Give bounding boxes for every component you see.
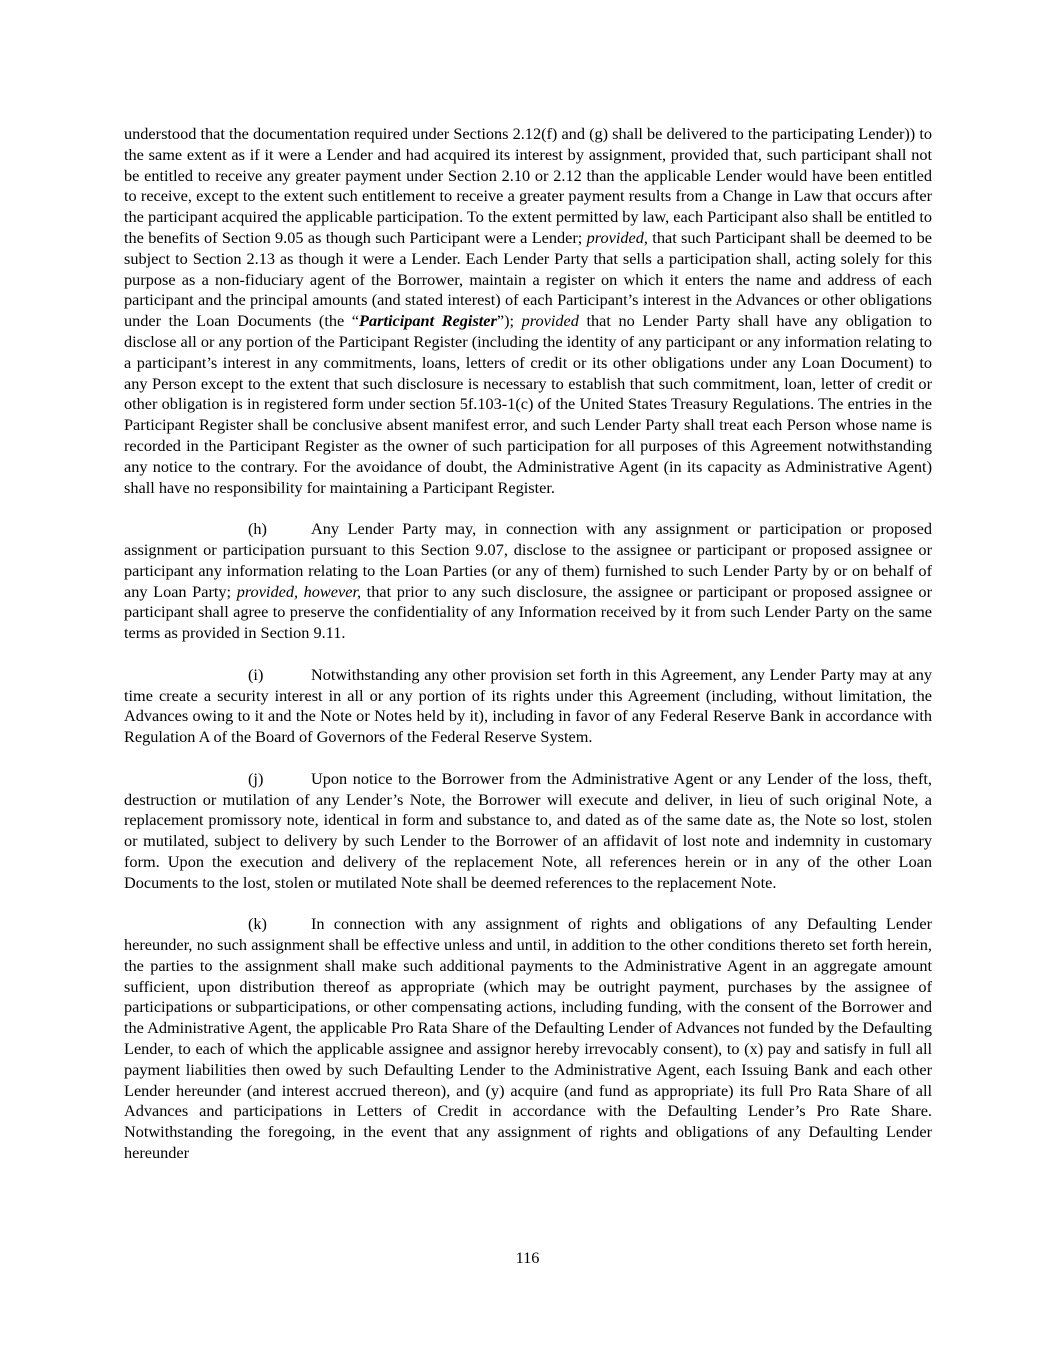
paragraph-g-continuation bbox=[124, 124, 932, 498]
defined-term-participant-register: Participant Register bbox=[359, 311, 497, 331]
text-run: ”); bbox=[496, 311, 522, 331]
text-run: that no Lender Party shall have any obligation to disclose all or any portion of the Participant Register (including the identity of any participant or any information relating to a participant’s interest in any commitments, loans, letters of credit or its other obligations under any Loan Document) to any Person except to the extent that such disclosure is necessary to establish that such commitment, loan, letter of credit or other obligation is in registered form under section 5f.103-1(c) of the United States Treasury Regulations. The entries in the Participant Register shall be conclusive absent manifest error, and such Lender Party shall treat each Person whose name is recorded in the Participant Register as the owner of such participation for all purposes of this Agreement notwithstanding any notice to the contrary. For the avoidance of doubt, the Administrative Agent (in its capacity as Administrative Agent) shall have no responsibility for maintaining a Participant Register. bbox=[124, 311, 933, 497]
text-run: Any Lender Party may, in connection with any assignment or participation or proposed assignment or participation pursuant to this Section 9.07, disclose to the assignee or participant or proposed assignee or participant any information relating to the Loan Parties (or any of them) furnished to such Lender Party by or on behalf of any Loan Party; bbox=[124, 519, 932, 601]
text-run: Upon notice to the Borrower from the Administrative Agent or any Lender of the loss, theft, destruction or mutilation of any Lender’s Note, the Borrower will execute and deliver, in lieu of such original Note, a replacement promissory note, identical in form and substance to, and dated as of the same date as, the Note so lost, stolen or mutilated, subject to delivery by such Lender to the Borrower of an affidavit of lost note and indemnity in customary form. Upon the execution and delivery of the replacement Note, all references herein or in any of the other Loan Documents to the lost, stolen or mutilated Note shall be deemed references to the replacement Note. bbox=[124, 768, 932, 892]
paragraph-k bbox=[124, 914, 932, 1164]
paragraph-h bbox=[124, 519, 932, 644]
text-run: In connection with any assignment of rights and obligations of any Defaulting Lender hereunder, no such assignment shall be effective unless and until, in addition to the other conditions thereto set forth herein, the parties to the assignment shall make such additional payments to the Administrative Agent in an aggregate amount sufficient, upon distribution thereof as appropriate (which may be outright payment, purchases by the assignee of participations or subparticipations, or other compensating actions, including funding, with the consent of the Borrower and the Administrative Agent, the applicable Pro Rata Share of the Defaulting Lender of Advances not funded by the Defaulting Lender, to each of which the applicable assignee and assignor hereby irrevocably consent), to (x) pay and satisfy in full all payment liabilities then owed by such Defaulting Lender to the Administrative Agent, each Issuing Bank and each other Lender hereunder (and interest accrued thereon), and (y) acquire (and fund as appropriate) its full Pro Rata Share of all Advances and participations in Letters of Credit in accordance with the Defaulting Lender’s Pro Rate Share. Notwithstanding the foregoing, in the event that any assignment of rights and obligations of any Defaulting Lender hereunder bbox=[124, 914, 932, 1163]
paragraph-label-i: (i) bbox=[248, 664, 264, 684]
document-page bbox=[124, 124, 932, 1185]
paragraph-i bbox=[124, 665, 932, 748]
paragraph-label-h: (h) bbox=[248, 519, 267, 539]
text-run: that prior to any such disclosure, the assignee or participant or proposed assignee or participant shall agree to preserve the confidentiality of any Information received by it from such Lender Party on the same terms as provided in Section 9.11. bbox=[124, 581, 932, 643]
page-number: 116 bbox=[515, 1248, 540, 1267]
paragraph-label-k: (k) bbox=[248, 914, 267, 934]
paragraph-j bbox=[124, 769, 932, 894]
italic-provided: provided bbox=[521, 311, 579, 331]
text-run: , that such Participant shall be deemed to be subject to Section 2.13 as though it were a Lender. Each Lender Party that sells a participation shall, acting solely for this purpose as a non-fiduciary agent of the Borrower, maintain a register on which it enters the name and address of each participant and the principal amounts (and stated interest) of each Participant’s interest in the Advances or other obligations under the Loan Documents (the “ bbox=[124, 227, 932, 331]
text-run: Notwithstanding any other provision set forth in this Agreement, any Lender Party may at any time create a security interest in all or any portion of its rights under this Agreement (including, without limitation, the Advances owing to it and the Note or Notes held by it), including in favor of any Federal Reserve Bank in accordance with Regulation A of the Board of Governors of the Federal Reserve System. bbox=[124, 664, 932, 747]
paragraph-label-j: (j) bbox=[248, 768, 264, 788]
text-run: understood that the documentation required under Sections 2.12(f) and (g) shall be delivered to the participating Lender)) to the same extent as if it were a Lender and had acquired its interest by assignment, provided that, such participant shall not be entitled to receive any greater payment under Section 2.10 or 2.12 than the applicable Lender would have been entitled to receive, except to the extent such entitlement to receive a greater payment results from a Change in Law that occurs after the participant acquired the applicable participation. To the extent permitted by law, each Participant also shall be entitled to the benefits of Section 9.05 as though such Participant were a Lender; bbox=[124, 124, 932, 247]
italic-provided: provided bbox=[586, 227, 644, 247]
italic-provided-however: provided, however, bbox=[236, 581, 362, 601]
